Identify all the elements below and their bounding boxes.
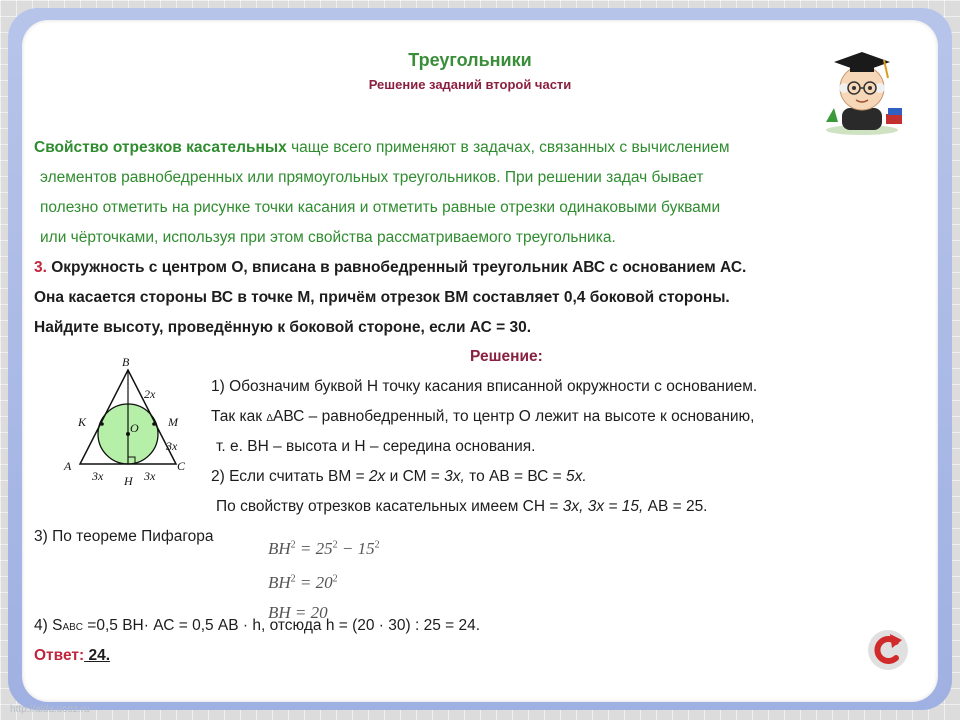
solution-step-4c: то АВ = ВС = <box>464 468 567 485</box>
solution-step-4b: и СМ = <box>385 468 445 485</box>
label-a: A <box>64 459 72 473</box>
problem-number: 3. <box>34 259 47 276</box>
tangent-point-m <box>152 422 156 426</box>
solution-step-1: 1) Обозначим буквой Н точку касания вписанной окружности с основанием. <box>211 378 758 395</box>
intro-line-1-rest: чаще всего применяют в задачах, связанных с вычислением <box>286 139 730 156</box>
formula-1-rhs: = 25 <box>299 539 333 558</box>
formula-1-exp2: 2 <box>332 539 338 551</box>
problem-line-3: Найдите высоту, проведённую к боковой стороне, если АС = 30. <box>34 319 532 336</box>
solution-step-3: т. е. ВН – высота и Н – середина основания. <box>216 438 536 455</box>
formula-3-lhs: BH <box>268 603 291 622</box>
formula-1-exp: 2 <box>290 539 296 551</box>
expr-5x: 5х. <box>566 468 587 485</box>
formula-2-rhs: = 20 <box>299 573 333 592</box>
label-bm: 2x <box>144 387 156 401</box>
footer-url: http://aida.ucoz.ru <box>10 704 90 715</box>
solution-step-2b: АВС – равнобедренный, то центр О лежит на высоте к основанию, <box>273 408 755 425</box>
solution-step-7 <box>34 617 480 635</box>
solution-step-4a: 2) Если считать ВМ = <box>211 468 369 485</box>
formula-1 <box>268 539 380 559</box>
solution-heading: Решение: <box>470 348 543 365</box>
solution-step-5 <box>216 498 708 516</box>
expr-2x: 2х <box>368 468 386 485</box>
solution-step-7a: 4) S <box>34 617 63 634</box>
label-mc: 3x <box>166 439 178 453</box>
intro-line-1 <box>34 139 730 157</box>
formula-1-exp3: 2 <box>374 539 380 551</box>
triangle-symbol: Δ <box>266 413 273 424</box>
triangle-diagram <box>58 352 198 492</box>
formula-2-exp2: 2 <box>332 573 338 585</box>
intro-line-4: или чёрточками, используя при этом свойства рассматриваемого треугольника. <box>40 229 616 246</box>
solution-step-5b: АВ = 25. <box>643 498 708 515</box>
page-title: Треугольники <box>408 50 532 70</box>
formula-2-lhs: BH <box>268 573 291 592</box>
label-c: C <box>177 459 186 473</box>
label-k: K <box>78 415 87 429</box>
problem-line-1-text: Окружность с центром О, вписана в равнобедренный треугольник АВС с основанием АС. <box>46 259 747 276</box>
solution-step-6: 3) По теореме Пифагора <box>34 528 214 545</box>
label-hc: 3x <box>144 469 156 483</box>
tangent-point-k <box>100 422 104 426</box>
solution-step-7b: =0,5 ВН· АС = 0,5 АВ · h, отсюда h = (20 · 30) : 25 = 24. <box>83 617 481 634</box>
problem-line-2: Она касается стороны ВС в точке М, причём отрезок ВМ составляет 0,4 боковой стороны. <box>34 289 730 306</box>
problem-line-1 <box>34 259 746 277</box>
intro-line-2: элементов равнобедренных или прямоугольных треугольников. При решении задач бывает <box>40 169 704 186</box>
label-o: O <box>130 421 139 435</box>
intro-bold-term: Свойство отрезков касательных <box>34 139 287 156</box>
answer-value: 24. <box>84 647 110 664</box>
back-arrow-icon[interactable] <box>866 628 910 672</box>
label-h: H <box>124 474 133 488</box>
formula-2 <box>268 573 338 593</box>
area-subscript: ABC <box>62 622 83 633</box>
formula-2-exp: 2 <box>290 573 296 585</box>
solution-step-4 <box>211 468 587 486</box>
intro-line-3: полезно отметить на рисунке точки касания и отметить равные отрезки одинаковыми буквами <box>40 199 721 216</box>
solution-step-2a: Так как <box>211 408 267 425</box>
formula-1-lhs: BH <box>268 539 291 558</box>
graduate-mascot-icon <box>812 38 912 138</box>
label-ah: 3x <box>92 469 104 483</box>
formula-3-rhs: = 20 <box>290 603 328 622</box>
answer-line <box>34 647 110 665</box>
solution-step-5a: По свойству отрезков касательных имеем СН = <box>216 498 563 515</box>
page-subtitle: Решение заданий второй части <box>368 77 572 92</box>
formula-1-rhs2: − 15 <box>337 539 375 558</box>
answer-label: Ответ: <box>34 647 85 664</box>
expr-3x: 3х, <box>444 468 465 485</box>
expr-3x-15: 3х, 3х = 15, <box>562 498 644 515</box>
solution-step-2 <box>211 408 754 426</box>
label-b: B <box>122 355 130 369</box>
label-m: M <box>168 415 178 429</box>
